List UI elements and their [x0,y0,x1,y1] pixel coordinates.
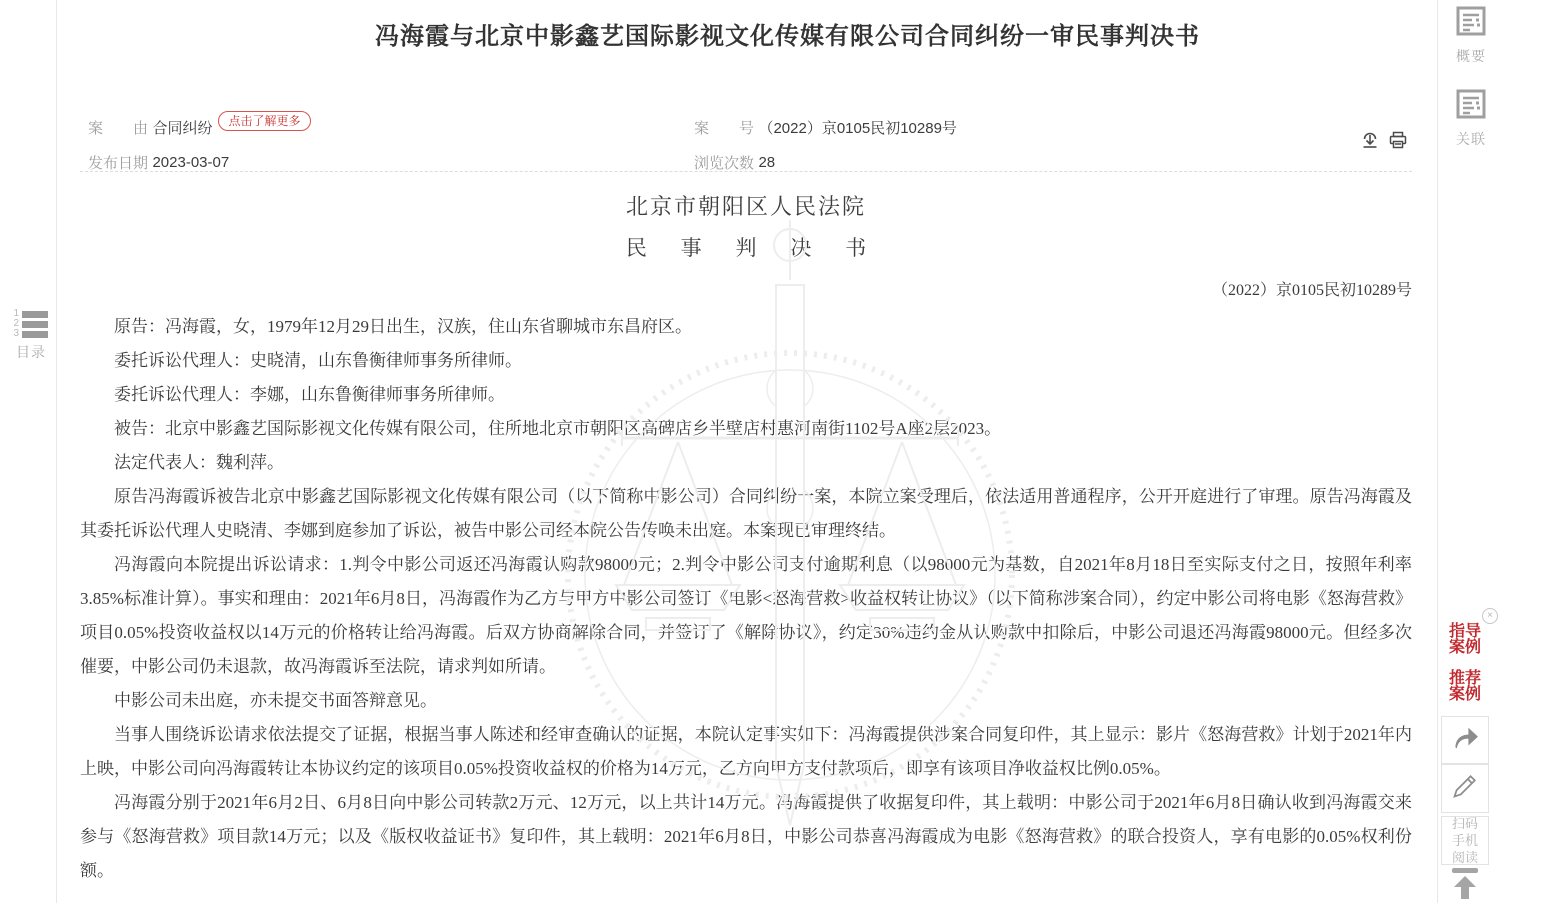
meta-separator [80,171,1412,172]
judgment-paragraph: 当事人围绕诉讼请求依法提交了证据，根据当事人陈述和经审查确认的证据，本院认定事实如下：冯海霞提供涉案合同复印件，其上显示：影片《怒海营救》计划于2021年内上映，中影公司向冯海霞转让本协议约定的该项目0.05%投资收益权的价格为14万元，乙方向甲方支付款项后，即享有该项目净收益权比例0.05%。 [80,725,1412,778]
judgment-paragraph: 委托诉讼代理人：李娜，山东鲁衡律师事务所律师。 [114,385,505,404]
case-number-label: 案 号 [694,120,755,137]
judgment-paragraph: 被告：北京中影鑫艺国际影视文化传媒有限公司，住所地北京市朝阳区高碑店乡半壁店村惠河南街1102号A座2层2023。 [114,419,1002,438]
back-to-top-icon [1447,866,1483,905]
document-case-number: （2022）京0105民初10289号 [1211,282,1412,299]
case-number-value: （2022）京0105民初10289号 [758,120,957,137]
toc-button[interactable] [8,308,54,362]
view-count-value: 28 [758,154,776,171]
document-type: 民 事 判 决 书 [625,237,881,260]
header-actions [1360,130,1412,155]
case-number-row [694,117,957,138]
judgment-paragraph: 冯海霞向本院提出诉讼请求：1.判令中影公司返还冯海霞认购款98000元；2.判令中影公司支付逾期利息（以98000元为基数，自2021年8月18日至实际支付之日，按照年利率3.85%标准计算）。事实和理由：2021年6月8日，冯海霞作为乙方与甲方中影公司签订《电影<怒海营救>收益权转让协议》（以下简称涉案合同），约定中影公司将电影《怒海营救》项目0.05%投资收益权以14万元的价格转让给冯海霞。后双方协商解除合同，并签订了《解除协议》，约定30%违约金从认购款中扣除后，中影公司退还冯海霞98000元。但经多次催要，中影公司仍未退款，故冯海霞诉至法院，请求判如所请。 [80,555,1412,676]
judgment-paragraph: 中影公司未出庭，亦未提交书面答辩意见。 [114,691,437,710]
publish-date-row [88,152,229,173]
court-name: 北京市朝阳区人民法院 [625,194,866,219]
judgment-paragraph: 冯海霞分别于2021年6月2日、6月8日向中影公司转款2万元、12万元，以上共计14万元。冯海霞提供了收据复印件，其上载明：中影公司于2021年6月8日确认收到冯海霞交来参与《怒海营救》项目款14万元；以及《版权收益证书》复印件，其上载明：2021年6月8日，中影公司恭喜冯海霞成为电影《怒海营救》的联合投资人，享有电影的0.05%权利份额。 [80,793,1412,880]
summary-label: 概要 [1456,48,1486,64]
case-cause-label: 案 由 [88,120,149,137]
learn-more-badge[interactable]: 点击了解更多 [218,111,310,131]
close-icon[interactable]: × [1482,608,1498,624]
right-rail-divider [1437,0,1438,903]
publish-date-label: 发布日期 [88,155,149,172]
left-rail-divider [56,0,57,903]
related-label: 关联 [1456,131,1486,147]
qr-read-button[interactable]: 扫码手机阅读 [1441,816,1489,865]
print-button[interactable] [1388,130,1408,155]
share-button[interactable] [1441,716,1489,764]
case-cause-row [88,113,311,138]
judgment-body [80,310,1412,888]
download-button[interactable] [1360,130,1380,155]
annotate-button[interactable] [1441,764,1489,813]
judgment-document [80,190,1412,888]
view-count-row [694,152,775,173]
share-icon [1450,723,1480,758]
pencil-icon [1451,772,1479,805]
back-to-top-button[interactable] [1441,868,1489,903]
judgment-paragraph: 原告冯海霞诉被告北京中影鑫艺国际影视文化传媒有限公司（以下简称中影公司）合同纠纷一案，本院立案受理后，依法适用普通程序，公开开庭进行了审理。原告冯海霞及其委托诉讼代理人史晓清、李娜到庭参加了诉讼，被告中影公司经本院公告传唤未出庭。本案现已审理终结。 [80,487,1412,540]
judgment-paragraph: 法定代表人：魏利萍。 [114,453,284,472]
related-doc-icon [1455,88,1487,125]
toc-list-icon: 1 2 3 [8,310,54,338]
case-cause-value: 合同纠纷 [152,120,213,137]
page-title: 冯海霞与北京中影鑫艺国际影视文化传媒有限公司合同纠纷一审民事判决书 [375,23,1200,50]
view-count-label: 浏览次数 [694,155,755,172]
judgment-paragraph: 原告：冯海霞，女，1979年12月29日出生，汉族，住山东省聊城市东昌府区。 [114,317,692,336]
recommend-case-link[interactable]: 推荐案例 [1448,670,1481,703]
toc-label: 目录 [16,344,46,360]
related-nav-button[interactable] [1441,88,1501,149]
judgment-paragraph: 委托诉讼代理人：史晓清，山东鲁衡律师事务所律师。 [114,351,522,370]
guide-case-link[interactable]: 指导案例 [1448,623,1481,656]
publish-date-value: 2023-03-07 [152,154,230,171]
